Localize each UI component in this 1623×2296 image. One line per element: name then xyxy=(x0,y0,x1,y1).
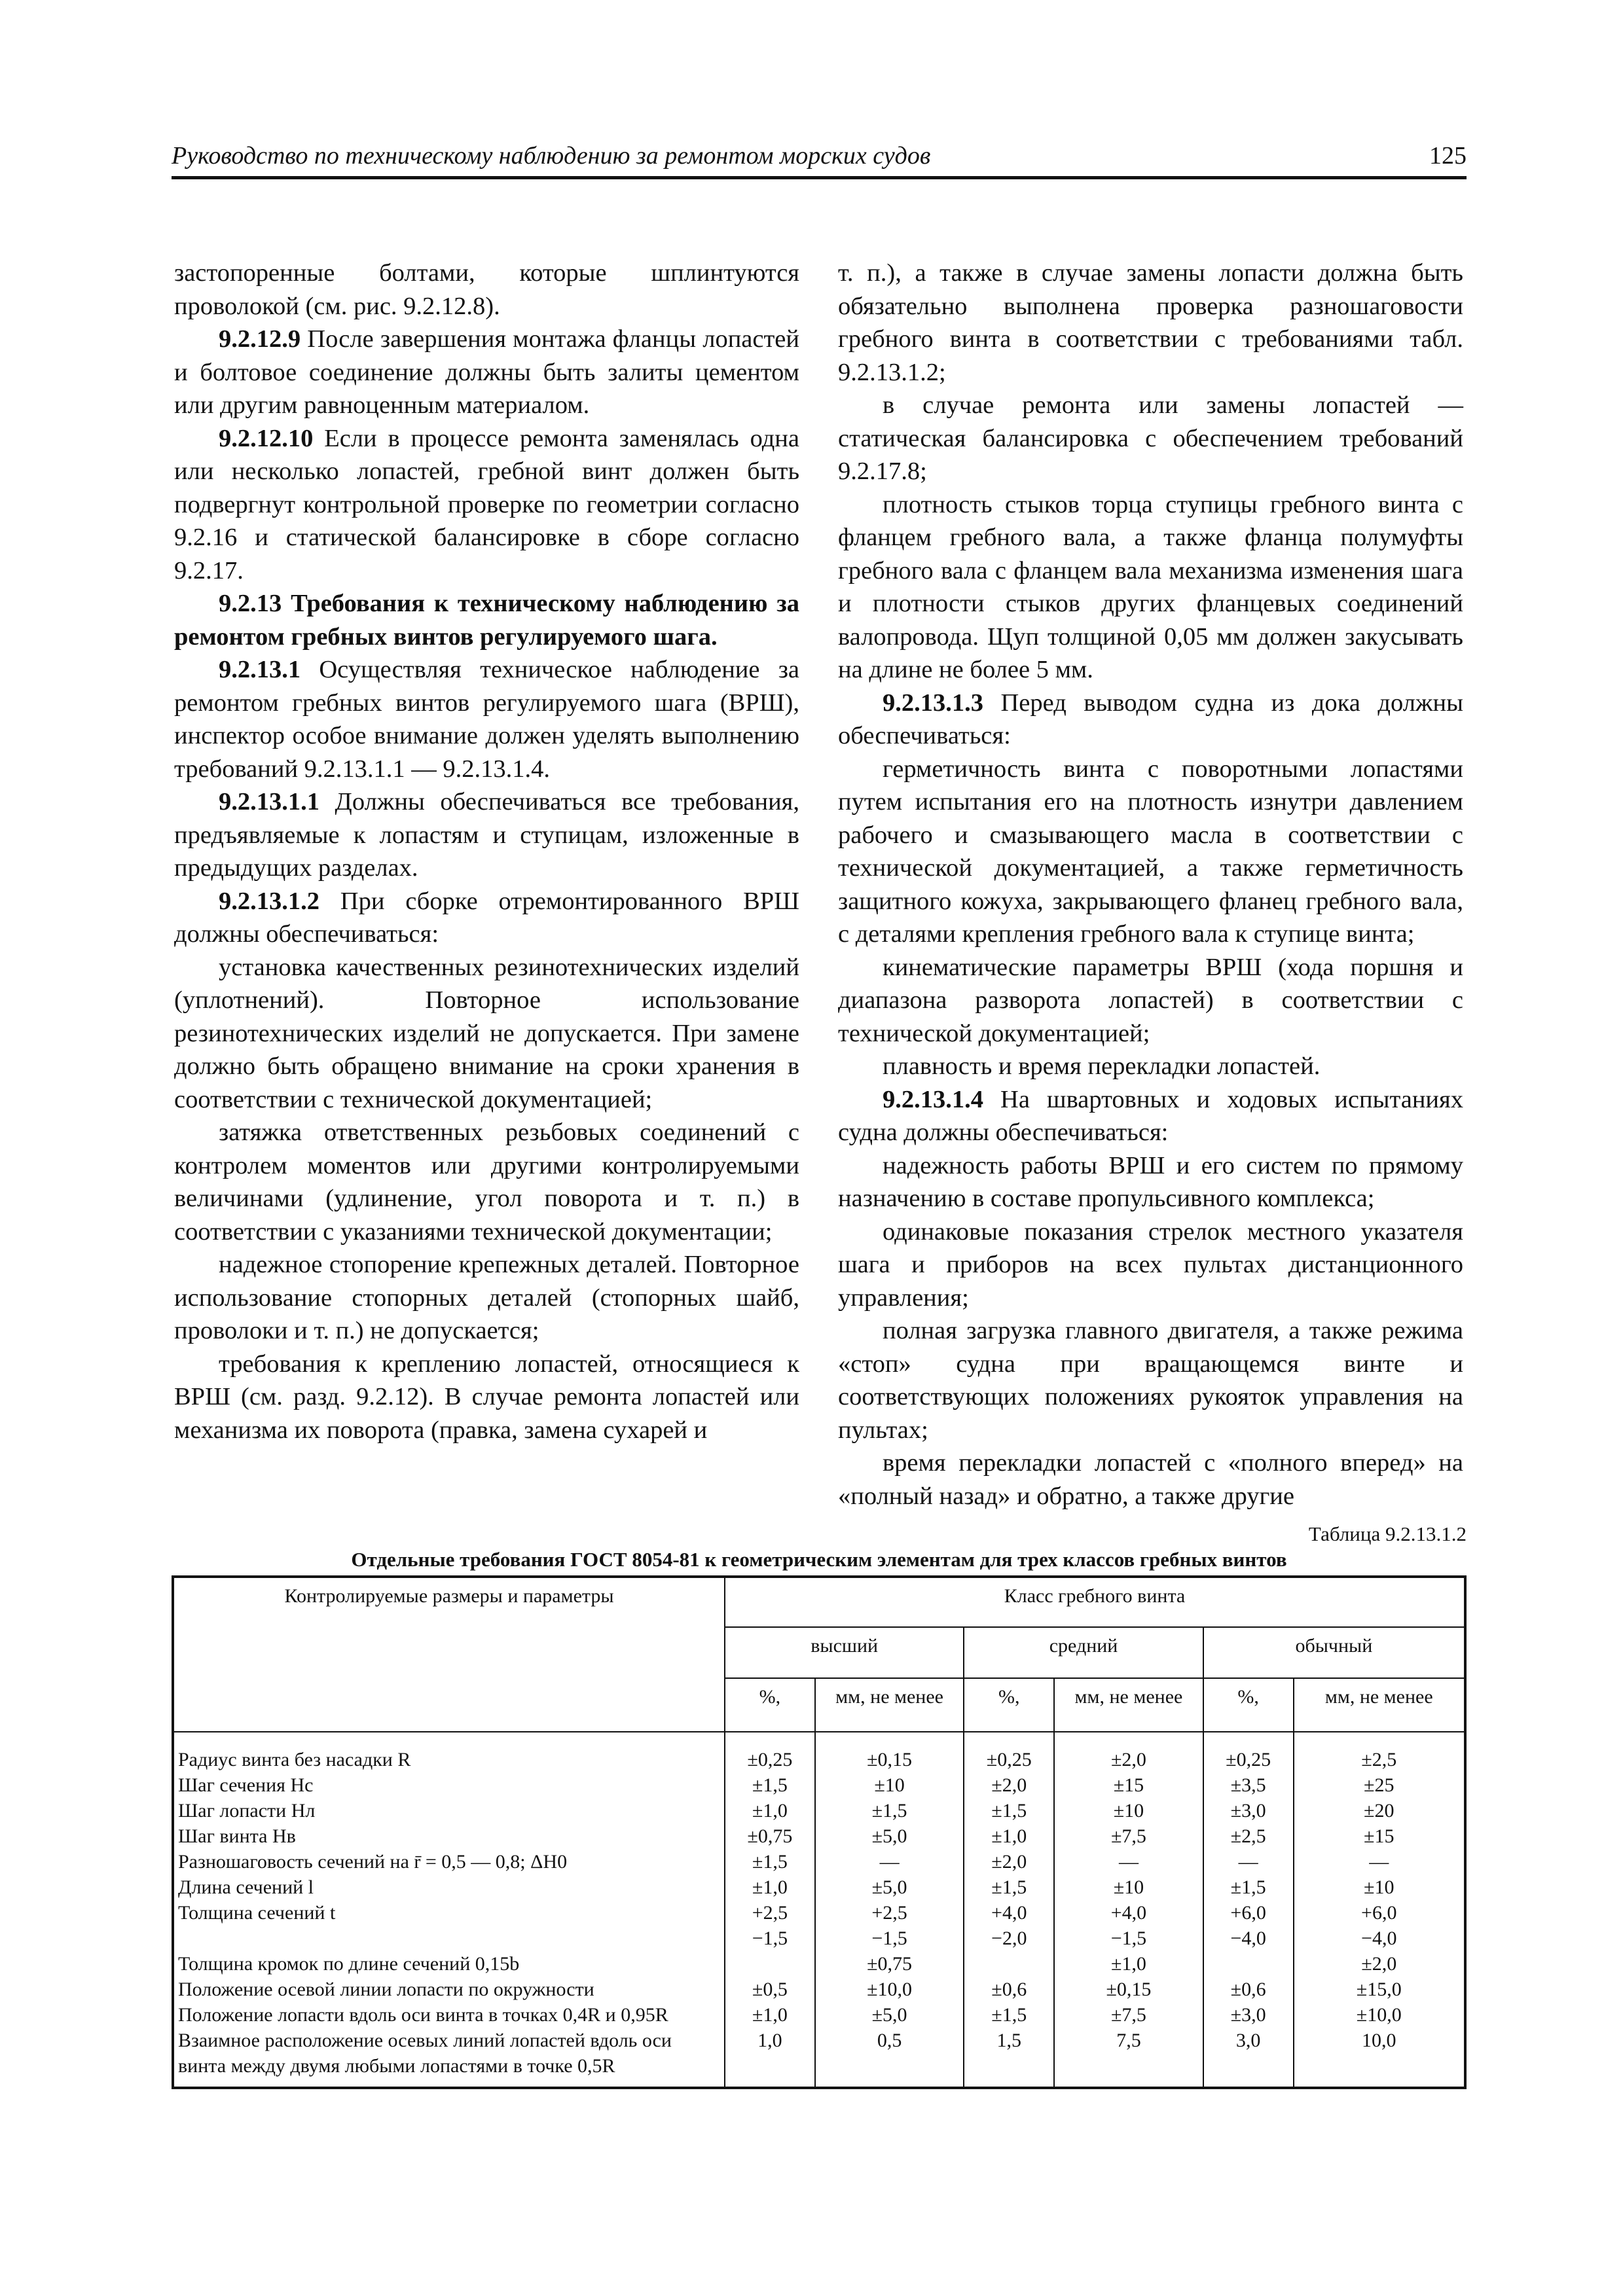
table-cell: ±1,0 xyxy=(964,1823,1054,1849)
table-cell xyxy=(1203,1951,1294,1977)
table-cell: ±0,75 xyxy=(815,1951,964,1977)
table-head-unit: %, xyxy=(964,1678,1054,1732)
table-cell: ±3,0 xyxy=(1203,2002,1294,2028)
table-caption xyxy=(172,1522,1467,1573)
table-cell: ±0,25 xyxy=(725,1732,815,1772)
table-cell: −1,5 xyxy=(1054,1926,1203,1951)
table-cell: ±25 xyxy=(1294,1772,1465,1798)
table-cell: +6,0 xyxy=(1203,1900,1294,1926)
table-cell: ±2,0 xyxy=(1294,1951,1465,1977)
table-cell: ±10 xyxy=(1054,1874,1203,1900)
table-cell-param: Положение лопасти вдоль оси винта в точках 0,4R и 0,95R xyxy=(173,2002,725,2028)
table-cell: — xyxy=(1054,1849,1203,1874)
table-cell: +4,0 xyxy=(964,1900,1054,1926)
paragraph xyxy=(838,951,1463,1050)
table-cell xyxy=(964,1951,1054,1977)
table-cell-param: Разношаговость сечений на r̄ = 0,5 — 0,8; ΔH0 xyxy=(173,1849,725,1874)
paragraph-text: плавность и время перекладки лопастей. xyxy=(883,1052,1321,1080)
table-cell: ±1,5 xyxy=(725,1849,815,1874)
table-cell: ±0,6 xyxy=(964,1977,1054,2002)
table-row xyxy=(173,1798,1465,1823)
paragraph xyxy=(174,323,799,422)
paragraph xyxy=(174,257,799,323)
table-cell: — xyxy=(1294,1849,1465,1874)
table-cell: ±1,0 xyxy=(725,2002,815,2028)
table-cell: ±15 xyxy=(1294,1823,1465,1849)
paragraph-text: застопоренные болтами, которые шплинтуются проволокой (см. рис. 9.2.12.8). xyxy=(174,259,799,320)
paragraph xyxy=(174,587,799,653)
table-head-unit: %, xyxy=(1203,1678,1294,1732)
table-row xyxy=(173,1900,1465,1926)
table-head-class: Класс гребного винта xyxy=(725,1577,1465,1627)
requirements-table xyxy=(172,1575,1467,2089)
paragraph xyxy=(838,1149,1463,1215)
paragraph xyxy=(838,753,1463,951)
paragraph xyxy=(838,1050,1463,1083)
table-row xyxy=(173,1874,1465,1900)
paragraph xyxy=(838,1446,1463,1513)
table-cell: ±2,0 xyxy=(964,1849,1054,1874)
table-cell-param: Толщина сечений t xyxy=(173,1900,725,1926)
table-cell-param: Шаг сечения Hс xyxy=(173,1772,725,1798)
paragraph-text: При сборке отремонтированного ВРШ должны обеспечиваться: xyxy=(174,887,799,948)
paragraph xyxy=(838,389,1463,488)
table-cell: −1,5 xyxy=(815,1926,964,1951)
paragraph-text: Должны обеспечиваться все требования, предъявляемые к лопастям и ступицам, изложенные в предыдущих разделах. xyxy=(174,788,799,882)
table-head-unit: %, xyxy=(725,1678,815,1732)
table-cell: 10,0 xyxy=(1294,2028,1465,2088)
table-body xyxy=(173,1732,1465,2088)
table-head-unit: мм, не менее xyxy=(1054,1678,1203,1732)
table-cell: +2,5 xyxy=(815,1900,964,1926)
paragraph-text: Осуществляя техническое наблюдение за ремонтом гребных винтов регулируемого шага (ВРШ), инспектор особое внимание должен уделять выполнению требований 9.2.13.1.1 — 9.2.13.1.4. xyxy=(174,656,799,783)
section-number: 9.2.12.9 xyxy=(219,325,301,353)
table-cell: ±0,25 xyxy=(964,1732,1054,1772)
table-row xyxy=(173,1772,1465,1798)
table-cell: ±10,0 xyxy=(815,1977,964,2002)
table-title: Отдельные требования ГОСТ 8054-81 к геометрическим элементам для трех классов гребных винтов xyxy=(351,1548,1287,1571)
paragraph xyxy=(174,1248,799,1348)
section-number: 9.2.13.1.3 xyxy=(883,689,983,717)
paragraph xyxy=(174,885,799,951)
paragraph-text: требования к креплению лопастей, относящиеся к ВРШ (см. разд. 9.2.12). В случае ремонта лопастей или механизма их поворота (правка, замена сухарей и xyxy=(174,1350,799,1444)
paragraph-text: полная загрузка главного двигателя, а также режима «стоп» судна при вращающемся винте и соответствующих положениях рукояток управления на пультах; xyxy=(838,1317,1463,1444)
table-cell: −2,0 xyxy=(964,1926,1054,1951)
paragraph xyxy=(838,1314,1463,1446)
table-cell: ±5,0 xyxy=(815,1823,964,1849)
section-number: 9.2.12.10 xyxy=(219,424,314,452)
table-head-class-medium: средний xyxy=(964,1627,1203,1678)
paragraph-text: На швартовных и ходовых испытаниях судна должны обеспечиваться: xyxy=(838,1085,1463,1146)
paragraph-text: надежное стопорение крепежных деталей. Повторное использование стопорных деталей (стопорных шайб, проволоки и т. п.) не допускается; xyxy=(174,1251,799,1344)
table-cell: ±1,0 xyxy=(725,1874,815,1900)
table-head-class-ordinary: обычный xyxy=(1203,1627,1465,1678)
table-cell-param: Шаг лопасти Hл xyxy=(173,1798,725,1823)
table-cell: ±15 xyxy=(1054,1772,1203,1798)
table-cell: ±5,0 xyxy=(815,1874,964,1900)
paragraph xyxy=(838,1215,1463,1315)
table-cell: ±10,0 xyxy=(1294,2002,1465,2028)
table-cell: ±3,5 xyxy=(1203,1772,1294,1798)
paragraph-text: Перед выводом судна из дока должны обеспечиваться: xyxy=(838,689,1463,749)
table-head-class-highest: высший xyxy=(725,1627,964,1678)
paragraph xyxy=(838,687,1463,753)
table-cell: 0,5 xyxy=(815,2028,964,2088)
table-cell: ±10 xyxy=(1294,1874,1465,1900)
table-row xyxy=(173,1849,1465,1874)
table-cell: ±0,6 xyxy=(1203,1977,1294,2002)
table-cell: ±7,5 xyxy=(1054,1823,1203,1849)
table-cell: −4,0 xyxy=(1294,1926,1465,1951)
table-cell: +6,0 xyxy=(1294,1900,1465,1926)
table-cell: +2,5 xyxy=(725,1900,815,1926)
section-number: 9.2.13.1.1 xyxy=(219,788,319,816)
paragraph-text: После завершения монтажа фланцы лопастей и болтовое соединение должны быть залиты цементом или другим равноценным материалом. xyxy=(174,325,799,419)
paragraph xyxy=(174,1116,799,1248)
table-cell: ±0,15 xyxy=(1054,1977,1203,2002)
table-cell-param xyxy=(173,1926,725,1951)
table-cell: ±1,5 xyxy=(1203,1874,1294,1900)
table-cell: 7,5 xyxy=(1054,2028,1203,2088)
table-cell: ±1,0 xyxy=(1054,1951,1203,1977)
running-header-title: Руководство по техническому наблюдению за ремонтом морских судов xyxy=(172,142,931,170)
section-number: 9.2.13 Требования к техническому наблюдению за ремонтом гребных винтов регулируемого шага. xyxy=(174,590,799,651)
paragraph xyxy=(838,1083,1463,1149)
paragraph-text: плотность стыков торца ступицы гребного винта с фланцем гребного вала, а также фланца полумуфты гребного вала с фланцем вала механизма изменения шага и плотности стыков других фланцевых соединений валопровода. Щуп толщиной 0,05 мм должен закусывать на длине не более 5 мм. xyxy=(838,490,1463,683)
table-cell: ±0,5 xyxy=(725,1977,815,2002)
table-cell: ±5,0 xyxy=(815,2002,964,2028)
paragraph-text: одинаковые показания стрелок местного указателя шага и приборов на всех пультах дистанционного управления; xyxy=(838,1217,1463,1312)
paragraph-text: в случае ремонта или замены лопастей — статическая балансировка с обеспечением требований 9.2.17.8; xyxy=(838,391,1463,485)
section-number: 9.2.13.1 xyxy=(219,656,301,683)
paragraph xyxy=(838,257,1463,389)
table-cell: ±2,5 xyxy=(1294,1732,1465,1772)
paragraph xyxy=(174,951,799,1117)
paragraph-text: кинематические параметры ВРШ (хода поршня и диапазона разворота лопастей) в соответствии с технической документацией; xyxy=(838,953,1463,1047)
table-cell: 1,0 xyxy=(725,2028,815,2088)
table-row xyxy=(173,2028,1465,2088)
table-cell: −4,0 xyxy=(1203,1926,1294,1951)
table-head-unit: мм, не менее xyxy=(815,1678,964,1732)
table-cell: ±20 xyxy=(1294,1798,1465,1823)
paragraph xyxy=(174,653,799,785)
table-label: Таблица 9.2.13.1.2 xyxy=(1308,1522,1467,1545)
table-cell-param: Положение осевой линии лопасти по окружности xyxy=(173,1977,725,2002)
table-cell: −1,5 xyxy=(725,1926,815,1951)
table-cell-param: Шаг винта Hв xyxy=(173,1823,725,1849)
paragraph-text: затяжка ответственных резьбовых соединений с контролем моментов или другими контролируемыми величинами (удлинение, угол поворота и т. п.) в соответствии с указаниями технической документации; xyxy=(174,1119,799,1246)
table-cell: ±1,5 xyxy=(964,1798,1054,1823)
table-cell: ±1,5 xyxy=(815,1798,964,1823)
table-cell: ±1,5 xyxy=(964,2002,1054,2028)
paragraph xyxy=(174,785,799,885)
table-cell: ±15,0 xyxy=(1294,1977,1465,2002)
table-row xyxy=(173,1951,1465,1977)
table-row xyxy=(173,2002,1465,2028)
table-cell: ±2,0 xyxy=(964,1772,1054,1798)
paragraph xyxy=(838,488,1463,687)
table-cell: ±0,25 xyxy=(1203,1732,1294,1772)
table-cell: ±3,0 xyxy=(1203,1798,1294,1823)
table-cell xyxy=(725,1951,815,1977)
table-head-unit: мм, не менее xyxy=(1294,1678,1465,1732)
page-number: 125 xyxy=(1429,142,1467,170)
table-cell: ±2,0 xyxy=(1054,1732,1203,1772)
table-cell: 3,0 xyxy=(1203,2028,1294,2088)
paragraph-text: герметичность винта с поворотными лопастями путем испытания его на плотность изнутри давлением рабочего и смазывающего масла в соответствии с технической документацией, а также герметичность защитного кожуха, закрывающего фланец гребного вала, с деталями крепления гребного вала к ступице винта; xyxy=(838,755,1463,948)
table-row xyxy=(173,1823,1465,1849)
paragraph-text: надежность работы ВРШ и его систем по прямому назначению в составе пропульсивного комплекса; xyxy=(838,1151,1463,1212)
table-row xyxy=(173,1977,1465,2002)
section-number: 9.2.13.1.4 xyxy=(883,1085,983,1113)
right-text-column xyxy=(838,257,1463,1513)
table-cell: ±0,75 xyxy=(725,1823,815,1849)
paragraph-text: т. п.), а также в случае замены лопасти должна быть обязательно выполнена проверка разношаговости гребного винта в соответствии с требованиями табл. 9.2.13.1.2; xyxy=(838,259,1463,386)
paragraph xyxy=(174,1348,799,1447)
left-text-column xyxy=(174,257,799,1446)
section-number: 9.2.13.1.2 xyxy=(219,887,319,915)
table-cell: 1,5 xyxy=(964,2028,1054,2088)
table-cell: ±1,5 xyxy=(964,1874,1054,1900)
table-cell: +4,0 xyxy=(1054,1900,1203,1926)
table-cell: — xyxy=(1203,1849,1294,1874)
running-header xyxy=(172,139,1467,179)
table-cell-param: Радиус винта без насадки R xyxy=(173,1732,725,1772)
table-cell: ±10 xyxy=(815,1772,964,1798)
paragraph-text: Если в процессе ремонта заменялась одна или несколько лопастей, гребной винт должен быть подвергнут контрольной проверке по геометрии согласно 9.2.16 и статической балансировке в сборе согласно 9.2.17. xyxy=(174,424,799,584)
table-cell: ±0,15 xyxy=(815,1732,964,1772)
table-cell-param: Толщина кромок по длине сечений 0,15b xyxy=(173,1951,725,1977)
table-cell: ±7,5 xyxy=(1054,2002,1203,2028)
table-row xyxy=(173,1926,1465,1951)
table-cell: ±2,5 xyxy=(1203,1823,1294,1849)
table-cell: — xyxy=(815,1849,964,1874)
paragraph-text: установка качественных резинотехнических изделий (уплотнений). Повторное использование резинотехнических изделий не допускается. При замене должно быть обращено внимание на сроки хранения в соответствии с технической документацией; xyxy=(174,953,799,1113)
table-cell: ±1,0 xyxy=(725,1798,815,1823)
paragraph-text: время перекладки лопастей с «полного вперед» на «полный назад» и обратно, а также другие xyxy=(838,1449,1463,1510)
table-cell-param: Взаимное расположение осевых линий лопастей вдоль оси винта между двумя любыми лопастями в точке 0,5R xyxy=(173,2028,725,2088)
table-row xyxy=(173,1732,1465,1772)
table-cell: ±10 xyxy=(1054,1798,1203,1823)
paragraph xyxy=(174,422,799,588)
table-cell-param: Длина сечений l xyxy=(173,1874,725,1900)
table-cell: ±1,5 xyxy=(725,1772,815,1798)
table-head-param: Контролируемые размеры и параметры xyxy=(173,1577,725,1732)
